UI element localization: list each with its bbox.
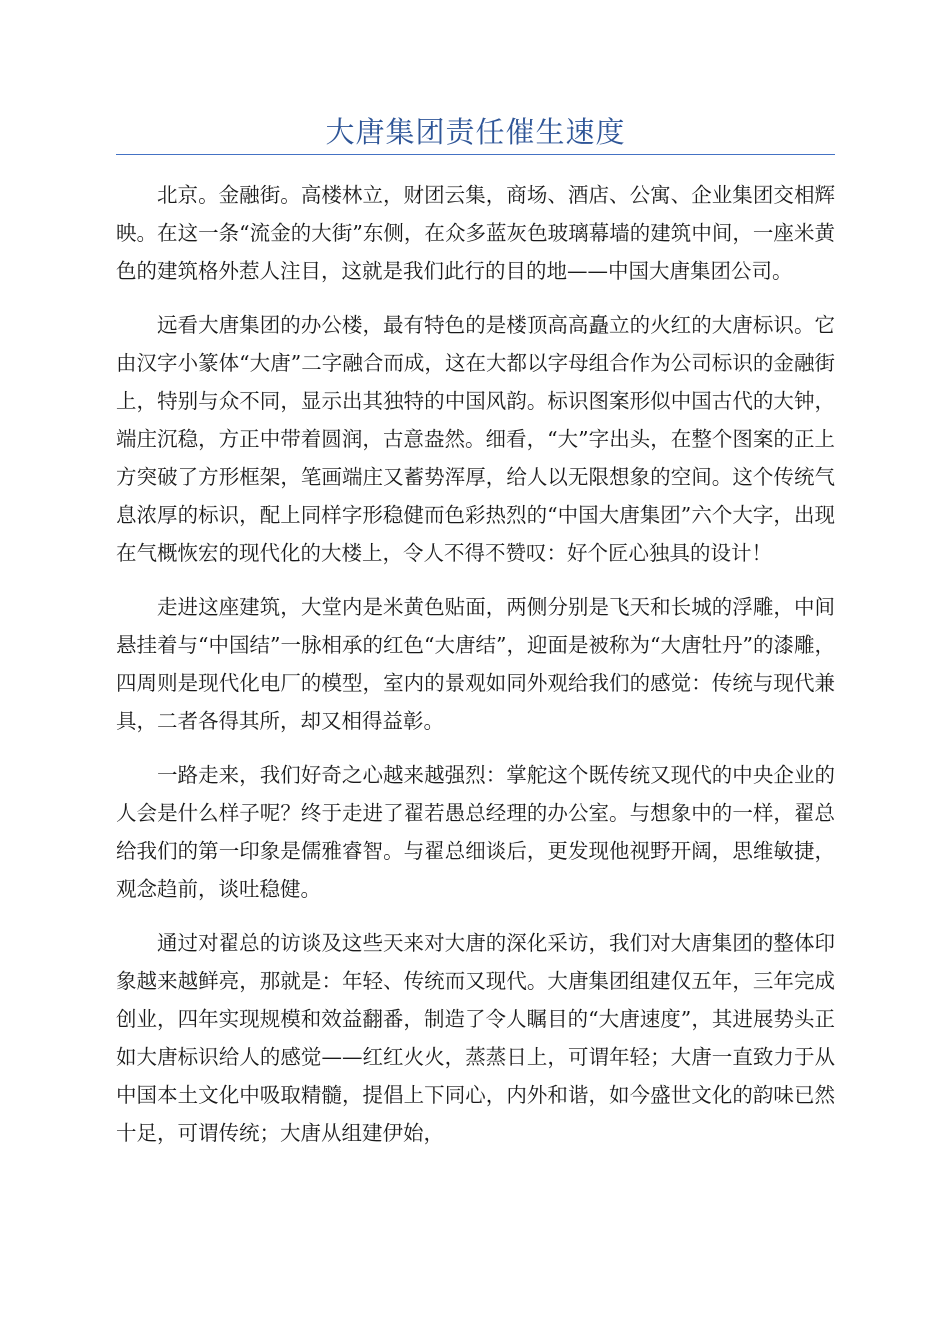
paragraph-3: 走进这座建筑，大堂内是米黄色贴面，两侧分别是飞天和长城的浮雕，中间悬挂着与“中国结”一脉相承的红色“大唐结”，迎面是被称为“大唐牡丹”的漆雕，四周则是现代化电厂的模型，室内的景观如同外观给我们的感觉：传统与现代兼具，二者各得其所，却又相得益彰。	[116, 595, 835, 733]
paragraph-1: 北京。金融街。高楼林立，财团云集，商场、酒店、公寓、企业集团交相辉映。在这一条“流金的大街”东侧，在众多蓝灰色玻璃幕墙的建筑中间，一座米黄色的建筑格外惹人注目，这就是我们此行的目的地——中国大唐集团公司。	[116, 183, 835, 283]
document-title: 大唐集团责任催生速度	[325, 115, 626, 149]
document-body	[116, 176, 835, 1168]
title-underline	[116, 154, 835, 155]
paragraph-5: 通过对翟总的访谈及这些天来对大唐的深化采访，我们对大唐集团的整体印象越来越鲜亮，那就是：年轻、传统而又现代。大唐集团组建仅五年，三年完成创业，四年实现规模和效益翻番，制造了令人瞩目的“大唐速度”，其进展势头正如大唐标识给人的感觉——红红火火，蒸蒸日上，可谓年轻；大唐一直致力于从中国本土文化中吸取精髓，提倡上下同心，内外和谐，如今盛世文化的韵味已然十足，可谓传统；大唐从组建伊始，	[116, 931, 835, 1145]
paragraph-2: 远看大唐集团的办公楼，最有特色的是楼顶高高矗立的火红的大唐标识。它由汉字小篆体“大唐”二字融合而成，这在大都以字母组合作为公司标识的金融街上，特别与众不同，显示出其独特的中国风韵。标识图案形似中国古代的大钟，端庄沉稳，方正中带着圆润，古意盎然。细看，“大”字出头，在整个图案的正上方突破了方形框架，笔画端庄又蓄势浑厚，给人以无限想象的空间。这个传统气息浓厚的标识，配上同样字形稳健而色彩热烈的“中国大唐集团”六个大字，出现在气概恢宏的现代化的大楼上，令人不得不赞叹：好个匠心独具的设计！	[116, 313, 835, 565]
paragraph-4: 一路走来，我们好奇之心越来越强烈：掌舵这个既传统又现代的中央企业的人会是什么样子呢？终于走进了翟若愚总经理的办公室。与想象中的一样，翟总给我们的第一印象是儒雅睿智。与翟总细谈后，更发现他视野开阔，思维敏捷，观念趋前，谈吐稳健。	[116, 763, 835, 901]
